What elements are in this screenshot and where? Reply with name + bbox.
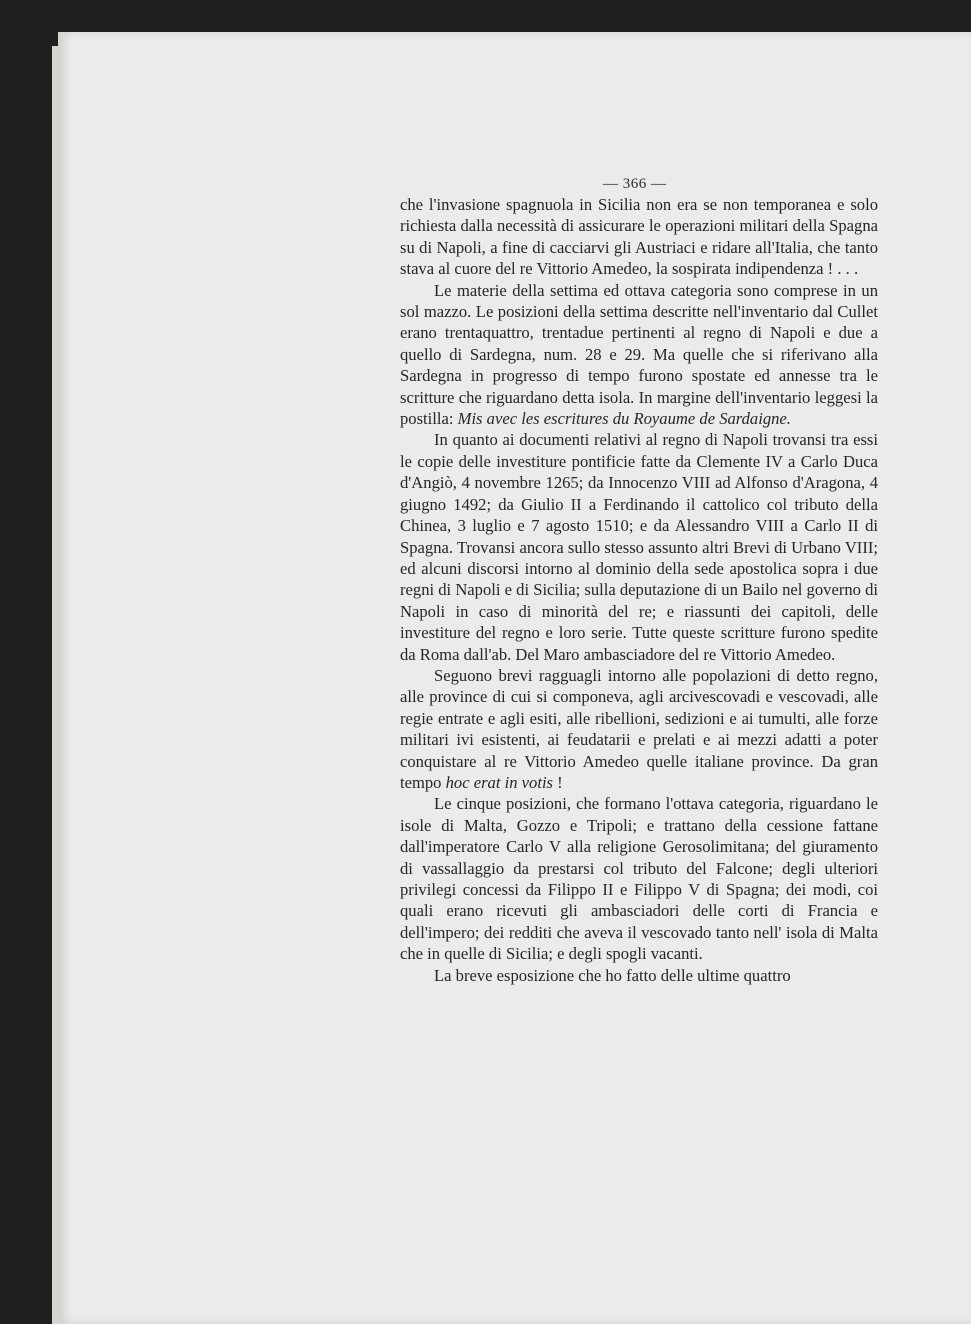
paragraph-4-italic: hoc erat in votis: [445, 772, 554, 792]
paragraph-1-text: che l'invasione spagnuola in Sicilia non era se non temporanea e solo richiesta dalla necessità di assicurare le operazioni militari della Spagna su di Napoli, a fine di cacciarvi gli Austriaci e ridare all'Italia, che tanto stava al cuore del re Vittorio Amedeo, la sospirata indipendenza ! . . .: [400, 195, 878, 279]
paragraph-5: [400, 793, 878, 964]
page-number: — 366 —: [603, 176, 667, 192]
paragraph-3: [400, 429, 878, 664]
paragraph-4: [400, 665, 878, 793]
paragraph-3-text: In quanto ai documenti relativi al regno di Napoli trovansi tra essi le copie delle investiture pontificie fatte da Clemente IV a Carlo Duca d'Angiò, 4 novembre 1265; da Innocenzo VIII ad Alfonso d'Aragona, 4 giugno 1492; da Giulio II a Ferdinando il cattolico col tributo della Chinea, 3 luglio e 7 agosto 1510; e da Alessandro VIII a Carlo II di Spagna. Trovansi ancora sullo stesso assunto altri Brevi di Urbano VIII; ed alcuni discorsi intorno al dominio della sede apostolica sopra i due regni di Napoli e di Sicilia; sulla deputazione di un Bailo nel governo di Napoli in caso di minorità del re; e riassunti dei capitoli, delle investiture del regno e loro serie. Tutte queste scritture furono spedite da Roma dall'ab. Del Maro ambasciadore del re Vittorio Amedeo.: [400, 430, 878, 664]
paragraph-2-italic: Mis avec les escritures du Royaume de Sardaigne.: [457, 409, 791, 429]
paragraph-2: [400, 280, 878, 430]
paragraph-6-text: La breve esposizione che ho fatto delle ultime quattro: [434, 965, 791, 985]
paragraph-4-text: Seguono brevi ragguagli intorno alle popolazioni di detto regno, alle province di cui si componeva, agli arcivescovadi e vescovadi, alle regie entrate e agli esiti, alle ribellioni, sedizioni e ai tumulti, alle forze militari ivi esistenti, ai feudatarii e prelati e ai mezzi adatti a poter conquistare al re Vittorio Amedeo quelle italiane province. Da gran tempo: [400, 665, 878, 792]
paragraph-5-text: Le cinque posizioni, che formano l'ottava categoria, riguardano le isole di Malta, Gozzo e Tripoli; e trattano della cessione fattane dall'imperatore Carlo V alla religione Gerosolimitana; del giuramento di vassallaggio da prestarsi col tributo del Falcone; degli ulteriori privilegi concessi da Filippo II e Filippo V di Spagna; dei modi, coi quali erano ricevuti gli ambasciadori delle corti di Francia e dell'impero; dei redditi che aveva il vescovado tanto nell' isola di Malta che in quelle di Sicilia; e degli spogli vacanti.: [400, 794, 878, 964]
paragraph-1: [400, 194, 878, 280]
paragraph-2-text: Le materie della settima ed ottava categoria sono comprese in un sol mazzo. Le posizioni della settima descritte nell'inventario dal Cullet erano trentaquattro, trentadue pertinenti al regno di Napoli e due a quello di Sardegna, num. 28 e 29. Ma quelle che si riferivano alla Sardegna in progresso di tempo furono spostate ed annesse tra le scritture che riguardano detta isola. In margine dell'inventario leggesi la postilla:: [400, 280, 878, 429]
body-text: [400, 194, 878, 986]
paragraph-4-end: !: [553, 772, 563, 792]
paragraph-6: [400, 965, 878, 986]
